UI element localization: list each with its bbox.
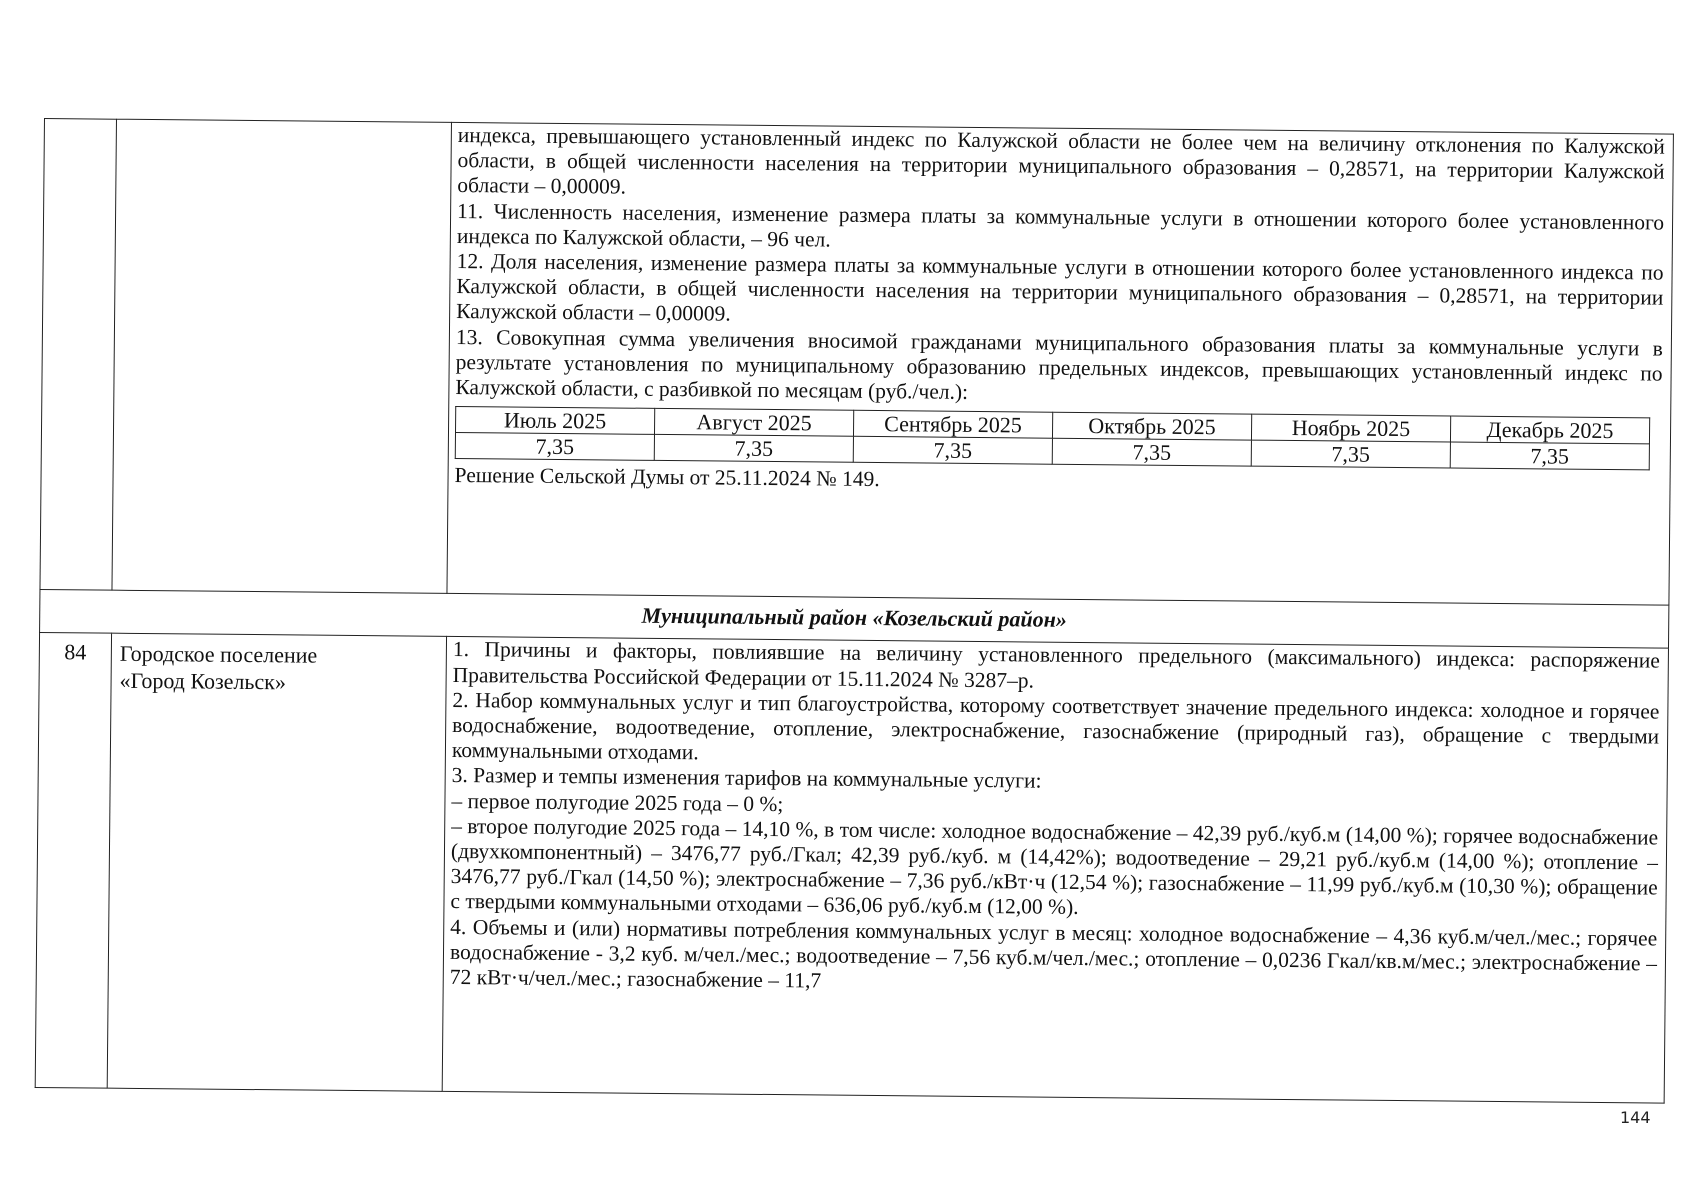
paragraph: 13. Совокупная сумма увеличения вносимой гражданами муниципального образования платы за коммунальные услуги в результате установления по муниципальному образованию предельных индексов, превышающих установленный индекс по Калужской области, с разбивкой по месяцам (руб./чел.): — [455, 324, 1663, 404]
month-cell: Август 2025 — [654, 409, 853, 437]
municipality-name: «Город Козельск» — [119, 668, 287, 695]
table-row-prev — [40, 119, 1673, 605]
month-cell: Ноябрь 2025 — [1251, 414, 1450, 442]
month-cell: Декабрь 2025 — [1450, 416, 1649, 444]
paragraph: 1. Причины и факторы, повлиявшие на величину установленного предельного (максимального) индекса: распоряжение Правительства Российской Федерации от 15.11.2024 № 3287–р. — [452, 637, 1660, 693]
content-cell-84 — [442, 637, 1668, 1103]
value-cell: 7,35 — [1251, 440, 1450, 468]
paragraph: 4. Объемы и (или) нормативы потребления коммунальных услуг в месяц: холодное водоснабжение – 4,36 куб.м/чел./мес.; горячее водоснабжение - 3,2 куб. м/чел./мес.; водоотведение – 7,56 куб.м/чел./мес.; отопление – 0,0236 Гкал/кв.м/мес.; электроснабжение – 72 кВт·ч/чел./мес.; газоснабжение – 11,7 — [449, 914, 1658, 993]
paragraph: 12. Доля населения, изменение размера платы за коммунальные услуги в отношении которого более установленного индекса по Калужской области, в общей численности населения на территории муниципального образования – 0,28571, на территории Калужской области – 0,00009. — [456, 248, 1664, 327]
value-cell: 7,35 — [1450, 442, 1649, 470]
table-row-84 — [35, 633, 1668, 1103]
month-cell: Сентябрь 2025 — [853, 411, 1052, 439]
section-title: Муниципальный район «Козельский район» — [40, 589, 1669, 648]
month-cell: Июль 2025 — [455, 407, 654, 435]
paragraph: 3. Размер и темпы изменения тарифов на коммунальные услуги: — [451, 763, 1042, 794]
value-cell: 7,35 — [853, 437, 1052, 465]
content-cell-prev — [447, 122, 1673, 604]
month-cell: Октябрь 2025 — [1052, 412, 1251, 440]
paragraph: 2. Набор коммунальных услуг и тип благоустройства, которому соответствует значение предельного индекса: холодное и горячее водоснабжение, водоотведение, отопление, электроснабжение, газоснабжение (природный газ), обращение с твердыми коммунальными отходами. — [451, 687, 1660, 765]
data-table — [35, 118, 1674, 1104]
number-cell-empty — [40, 119, 117, 590]
monthly-amounts-table — [455, 406, 1650, 470]
page-number: 144 — [1620, 1108, 1651, 1127]
paragraph: 11. Численность населения, изменение размера платы за коммунальные услуги в отношении которого более установленного индекса по Калужской области, – 96 чел. — [456, 198, 1665, 252]
value-cell: 7,35 — [1052, 438, 1251, 466]
paragraph: – второе полугодие 2025 года – 14,10 %, в том числе: холодное водоснабжение – 42,39 руб./куб.м (14,00 %); горячее водоснабжение (двухкомпонентный) – 3476,77 руб./Гкал; 42,39 руб./куб. м (14,42%); водоотведение – 29,21 руб./куб.м (14,00 %); отопление – 3476,77 руб./Гкал (14,50 %); электроснабжение – 7,36 руб./кВт·ч (12,54 %); газоснабжение – 11,99 руб./куб.м (10,30 %); обращение с твердыми коммунальными отходами – 636,06 руб./куб.м (12,00 %). — [450, 813, 1659, 920]
paragraph: – первое полугодие 2025 года – 0 %; — [451, 788, 784, 816]
paragraph: индекса, превышающего установленный индекс по Калужской области не более чем на величину отклонения по Калужской области, в общей численности населения на территории муниципального образования – 0,28571, на территории Калужской области – 0,00009. — [457, 122, 1665, 199]
decision-text: Решение Сельской Думы от 25.11.2024 № 149. — [454, 463, 880, 492]
row-number: 84 — [35, 633, 111, 1088]
municipality-type: Городское поселение — [119, 641, 318, 669]
value-cell: 7,35 — [455, 433, 654, 461]
name-cell-empty — [112, 119, 452, 593]
value-cell: 7,35 — [654, 435, 853, 463]
municipality-name-cell — [107, 634, 446, 1092]
